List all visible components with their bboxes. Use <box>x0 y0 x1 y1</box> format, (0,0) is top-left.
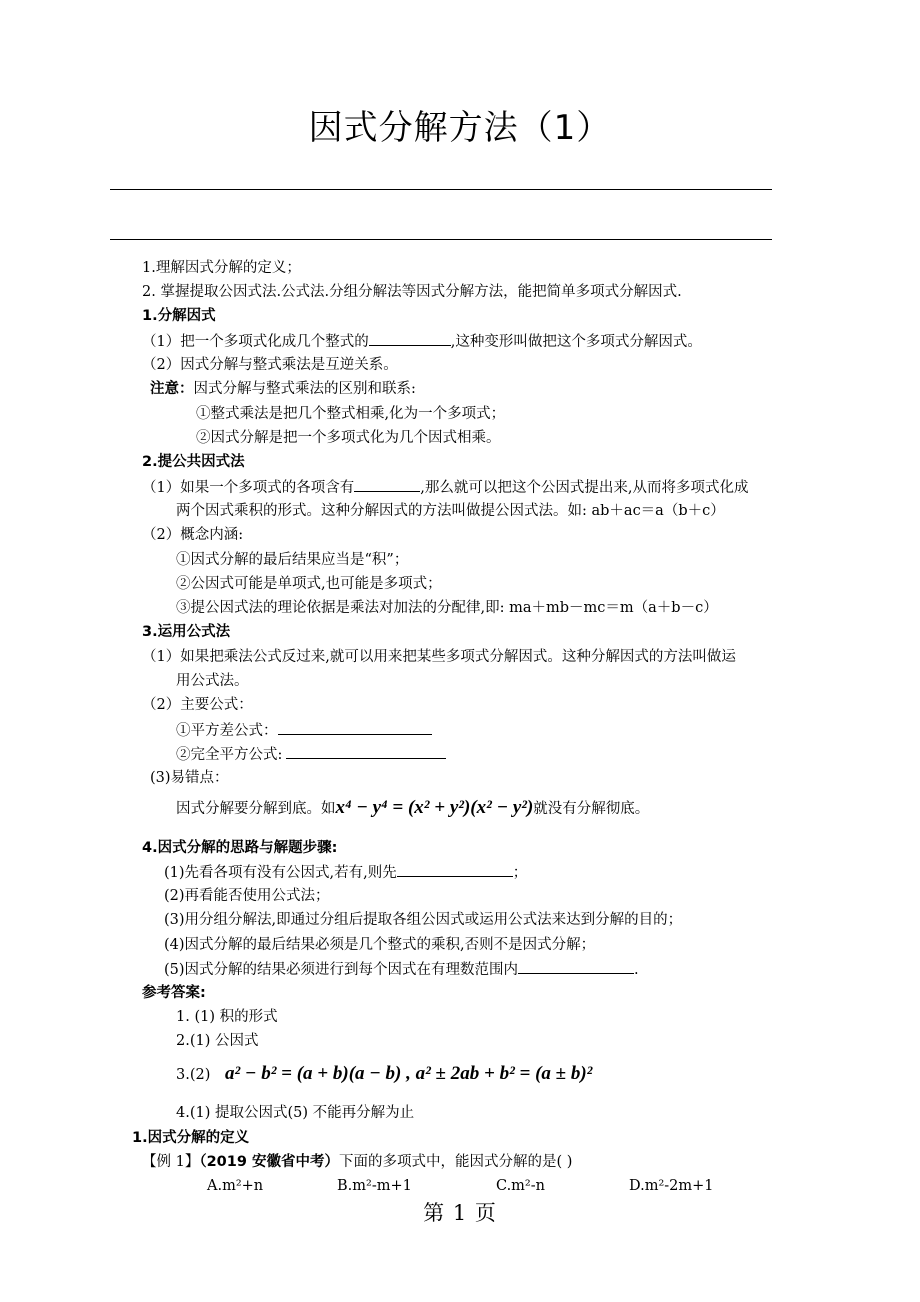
page-number: 第 1 页 <box>423 1201 497 1225</box>
answer-2: 2.(1) 公因式 <box>176 1033 259 1049</box>
section2-item1: （1）如果一个多项式的各项含有 ,那么就可以把这个公因式提出来,从而将多项式化成 <box>142 477 748 498</box>
section2-item2: （2）概念内涵: <box>142 527 244 543</box>
section2-concept3: ③提公因式法的理论依据是乘法对加法的分配律,即: ma＋mb－mc＝m（a＋b－c） <box>176 600 718 616</box>
section1-heading: 1.分解因式 <box>142 308 216 324</box>
section2-concept1: ①因式分解的最后结果应当是“积”； <box>176 552 409 568</box>
section4-step3: (3)用分组分解法,即通过分组后提取各组公因式或运用公式法来达到分解的目的； <box>164 912 683 928</box>
section1-note1: ①整式乘法是把几个整式相乘,化为一个多项式； <box>196 406 506 422</box>
section3-item1: （1）如果把乘法公式反过来,就可以用来把某些多项式分解因式。这种分解因式的方法叫做运 <box>142 649 736 665</box>
answers-heading: 参考答案: <box>142 985 206 1001</box>
option-d: D.m²-2m+1 <box>629 1178 714 1194</box>
section3-heading: 3.运用公式法 <box>142 624 231 640</box>
section4-heading: 4.因式分解的思路与解题步骤: <box>142 840 338 856</box>
section4-step1: (1)先看各项有没有公因式,若有,则先 ； <box>164 862 527 883</box>
error-formula: x⁴ − y⁴ = (x² + y²)(x² − y²) <box>335 797 534 818</box>
answer-blank <box>518 959 634 974</box>
option-b: B.m²-m+1 <box>337 1178 412 1194</box>
answer-blank <box>369 331 451 346</box>
section1-note2: ②因式分解是把一个多项式化为几个因式相乘。 <box>196 430 501 446</box>
answer-blank <box>397 862 513 877</box>
section3-item1-cont: 用公式法。 <box>176 673 249 689</box>
answer-4: 4.(1) 提取公因式(5) 不能再分解为止 <box>176 1105 415 1121</box>
section4-step5: (5)因式分解的结果必须进行到每个因式在有理数范围内 . <box>164 959 639 980</box>
objective-1: 1.理解因式分解的定义； <box>142 260 301 276</box>
example-1: 【例 1】（2019 安徽省中考）下面的多项式中，能因式分解的是( ) <box>142 1154 573 1170</box>
section2-item1-cont: 两个因式乘积的形式。这种分解因式的方法叫做提公因式法。如: ab＋ac＝a（b＋c） <box>176 503 725 519</box>
answer-3-formula: a² − b² = (a + b)(a − b) , a² ± 2ab + b² = (a ± b)² <box>224 1063 593 1084</box>
section3-item3: (3)易错点： <box>150 770 229 786</box>
section3-item2: （2）主要公式： <box>142 697 253 713</box>
section4-step4: (4)因式分解的最后结果必须是几个整式的乘积,否则不是因式分解； <box>164 937 596 953</box>
header-rule-1 <box>110 189 772 190</box>
header-rule-2 <box>110 239 772 240</box>
answer-3: 3.(2) a² − b² = (a + b)(a − b) , a² ± 2ab + b² = (a ± b)² <box>176 1063 593 1084</box>
option-a: A.m²+n <box>207 1178 264 1194</box>
section1-item2: （2）因式分解与整式乘法是互逆关系。 <box>142 357 398 373</box>
page-title: 因式分解方法（1） <box>308 108 612 148</box>
answer-blank <box>286 744 446 759</box>
section4-step2: (2)再看能否使用公式法； <box>164 888 330 904</box>
objective-2: 2. 掌握提取公因式法.公式法.分组分解法等因式分解方法，能把简单多项式分解因式. <box>142 284 682 300</box>
section3-formula2: ②完全平方公式: <box>176 744 446 765</box>
section2-concept2: ②公因式可能是单项式,也可能是多项式； <box>176 576 442 592</box>
section2-heading: 2.提公共因式法 <box>142 454 245 470</box>
section3-error-example: 因式分解要分解到底。如x⁴ − y⁴ = (x² + y²)(x² − y²)就没有分解彻底。 <box>176 797 650 818</box>
section3-formula1: ①平方差公式： <box>176 720 432 741</box>
definition-heading: 1.因式分解的定义 <box>132 1130 250 1146</box>
option-c: C.m²-n <box>496 1178 545 1194</box>
answer-blank <box>354 477 420 492</box>
answer-1: 1. (1) 积的形式 <box>176 1009 278 1025</box>
answer-blank <box>278 720 432 735</box>
section1-item1: （1）把一个多项式化成几个整式的 ,这种变形叫做把这个多项式分解因式。 <box>142 331 702 352</box>
section1-note: 注意：因式分解与整式乘法的区别和联系: <box>150 381 416 397</box>
